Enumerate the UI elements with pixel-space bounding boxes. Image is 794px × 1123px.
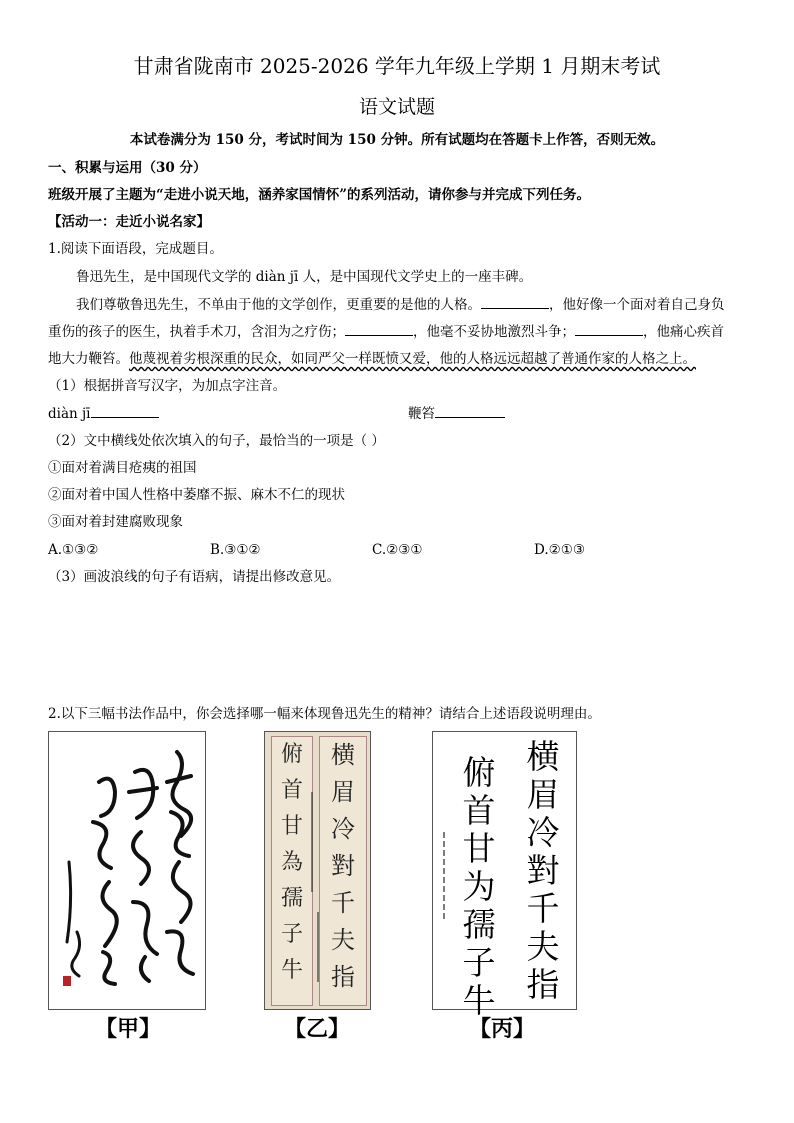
text-segment: ，他毫不妥协地激烈斗争； <box>413 324 575 340</box>
couplet-left-scroll <box>271 736 313 1006</box>
couplet-char: 首 <box>280 778 303 803</box>
couplet-char: 为 <box>462 867 496 906</box>
couplet-char: 對 <box>526 851 560 890</box>
couplet-right-scroll <box>319 736 367 1006</box>
calligraphy-yi[interactable] <box>264 731 371 1010</box>
text-segment: 重伤的孩子的医生，执着手术刀，含泪为之疗伤； <box>48 324 345 340</box>
section-heading: 一、积累与运用（30 分） <box>48 160 207 176</box>
label-bing: 【丙】 <box>468 1016 535 1042</box>
calligraphy-bing[interactable] <box>432 731 577 1020</box>
couplet-char: 子 <box>462 943 496 982</box>
text-segment: ，他好像一个面对着自己身负 <box>549 297 725 313</box>
pinyin-label: diàn jī <box>48 406 91 422</box>
choice-d[interactable]: D.②①③ <box>534 542 585 558</box>
couplet-char: 横 <box>526 737 560 776</box>
couplet-char: 為 <box>280 850 303 875</box>
word-answer-row <box>408 405 505 423</box>
couplet-right-column <box>513 738 573 1004</box>
couplet-char: 孺 <box>462 905 496 944</box>
word-label: 鞭笞 <box>408 406 435 422</box>
q1-para2-line2 <box>48 323 724 341</box>
activity-heading: 【活动一：走近小说名家】 <box>48 214 210 230</box>
answer-blank-1[interactable] <box>481 296 549 309</box>
text-segment: ，他痛心疾首 <box>643 324 724 340</box>
couplet-char: 横 <box>331 741 355 769</box>
couplet-left-column <box>272 737 312 989</box>
pinyin-answer-blank[interactable] <box>91 405 159 418</box>
couplet-char: 俯 <box>462 753 496 792</box>
text-segment: 我们尊敬鲁迅先生，不单由于他的文学创作，更重要的是他的人格。 <box>76 297 481 313</box>
label-jia: 【甲】 <box>94 1016 161 1042</box>
label-yi: 【乙】 <box>283 1016 350 1042</box>
q1-sub3: （3）画波浪线的句子有语病，请提出修改意见。 <box>48 569 341 585</box>
seal-mark <box>63 976 71 986</box>
couplet-char: 冷 <box>526 813 560 852</box>
pinyin-answer-row <box>48 405 159 423</box>
couplet-char: 夫 <box>331 926 355 954</box>
couplet-char: 甘 <box>280 814 303 839</box>
couplet-char: 對 <box>331 852 355 880</box>
cursive-brush-strokes <box>49 732 205 1009</box>
inscription-strokes <box>309 782 321 1002</box>
option-3: ③面对着封建腐败现象 <box>48 514 183 530</box>
choice-c[interactable]: C.②③① <box>372 542 423 558</box>
wavy-sentence: 他蔑视着劣根深重的民众，如同严父一样既愤又爱，他的人格远远超越了普通作家的人格之上。 <box>129 351 696 367</box>
couplet-char: 首 <box>462 791 496 830</box>
option-2: ②面对着中国人性格中萎靡不振、麻木不仁的现状 <box>48 487 345 503</box>
q2-stem: 2.以下三幅书法作品中，你会选择哪一幅来体现鲁迅先生的精神？请结合上述语段说明理由。 <box>48 706 601 722</box>
couplet-char: 千 <box>331 889 355 917</box>
couplet-char: 牛 <box>280 958 303 983</box>
couplet-char: 夫 <box>526 927 560 966</box>
exam-notice: 本试卷满分为 150 分，考试时间为 150 分钟。所有试题均在答题卡上作答，否则无效。 <box>129 132 665 148</box>
answer-blank-3[interactable] <box>575 323 643 336</box>
q1-para2-line3 <box>48 350 696 368</box>
text-segment: 地大力鞭笞。 <box>48 351 129 367</box>
couplet-char: 孺 <box>280 886 303 911</box>
q1-stem: 1.阅读下面语段，完成题目。 <box>48 241 223 257</box>
q1-para1: 鲁迅先生，是中国现代文学的 diàn jī 人，是中国现代文学史上的一座丰碑。 <box>76 269 533 285</box>
couplet-left-column <box>451 754 507 1020</box>
q1-sub2: （2）文中横线处依次填入的句子，最恰当的一项是（ ） <box>48 433 385 449</box>
couplet-char: 眉 <box>331 778 355 806</box>
couplet-char: 指 <box>526 965 560 1004</box>
section-intro: 班级开展了主题为“走进小说天地，涵养家国情怀”的系列活动，请你参与并完成下列任务。 <box>48 187 591 203</box>
exam-subtitle: 语文试题 <box>358 96 435 118</box>
option-1: ①面对着满目疮痍的祖国 <box>48 460 197 476</box>
word-answer-blank[interactable] <box>435 405 505 418</box>
couplet-char: 子 <box>280 922 303 947</box>
choice-b[interactable]: B.③①② <box>210 542 261 558</box>
exam-title: 甘肃省陇南市 2025-2026 学年九年级上学期 1 月期末考试 <box>133 54 661 78</box>
couplet-char: 眉 <box>526 775 560 814</box>
q1-sub1: （1）根据拼音写汉字，为加点字注音。 <box>48 378 287 394</box>
couplet-char: 甘 <box>462 829 496 868</box>
couplet-char: 俯 <box>280 742 303 767</box>
couplet-char: 指 <box>331 963 355 991</box>
inscription-strokes <box>439 832 449 942</box>
q1-para2-line1 <box>76 296 725 314</box>
calligraphy-jia[interactable] <box>48 731 206 1010</box>
couplet-char: 千 <box>526 889 560 928</box>
choice-a[interactable]: A.①③② <box>48 542 99 558</box>
couplet-char: 冷 <box>331 815 355 843</box>
answer-blank-2[interactable] <box>345 323 413 336</box>
couplet-char: 牛 <box>462 981 496 1020</box>
couplet-right-column <box>320 737 366 996</box>
